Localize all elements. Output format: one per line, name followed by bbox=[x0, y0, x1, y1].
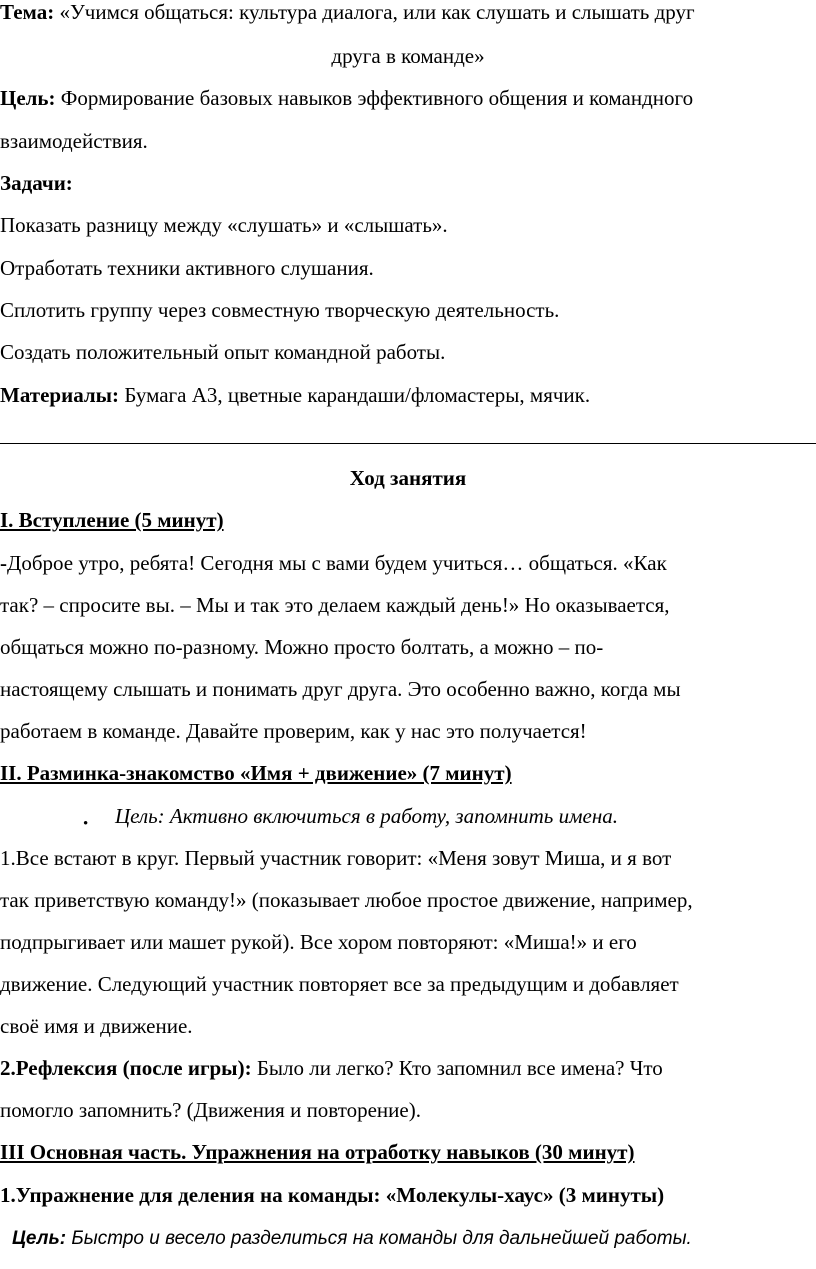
divider bbox=[0, 443, 816, 444]
intro-line-2: так? – спросите вы. – Мы и так это делаем каждый день!» Но оказывается, bbox=[0, 593, 670, 617]
goal-label: Цель: bbox=[0, 86, 56, 110]
bullet-icon: • bbox=[83, 816, 89, 832]
task-item: Сплотить группу через совместную творческую деятельность. bbox=[0, 298, 560, 322]
warmup-line-2: так приветствую команду!» (показывает любое простое движение, например, bbox=[0, 888, 693, 912]
intro-line-4: настоящему слышать и понимать друг друга. Это особенно важно, когда мы bbox=[0, 677, 681, 701]
intro-dash: - bbox=[0, 551, 7, 575]
warmup-line-4: движение. Следующий участник повторяет все за предыдущим и добавляет bbox=[0, 972, 679, 996]
topic-label: Тема: bbox=[0, 0, 55, 24]
intro-text: Доброе утро, ребята! Сегодня мы с вами будем учиться… общаться. «Как bbox=[7, 551, 667, 575]
lesson-title: Ход занятия bbox=[349, 466, 467, 490]
intro-line-3: общаться можно по-разному. Можно просто болтать, а можно – по- bbox=[0, 635, 604, 659]
warmup-heading: II. Разминка-знакомство «Имя + движение» (7 минут) bbox=[0, 761, 512, 785]
warmup-line-3: подпрыгивает или машет рукой). Все хором повторяют: «Миша!» и его bbox=[0, 930, 637, 954]
intro-line-5: работаем в команде. Давайте проверим, как у нас это получается! bbox=[0, 719, 587, 743]
topic-line-2: друга в команде» bbox=[331, 44, 485, 68]
exercise1-goal bbox=[12, 1228, 692, 1250]
tasks-label: Задачи: bbox=[0, 171, 73, 195]
reflection-text: Было ли легко? Кто запомнил все имена? Что bbox=[251, 1056, 663, 1080]
task-item: Создать положительный опыт командной работы. bbox=[0, 340, 446, 364]
goal-line-2: взаимодействия. bbox=[0, 129, 148, 153]
exercise1-heading: 1.Упражнение для деления на команды: «Молекулы-хаус» (3 минуты) bbox=[0, 1183, 665, 1207]
reflection-line-2: помогло запомнить? (Движения и повторение). bbox=[0, 1098, 421, 1122]
intro-heading: I. Вступление (5 минут) bbox=[0, 508, 224, 532]
materials-text: Бумага А3, цветные карандаши/фломастеры, мячик. bbox=[119, 383, 591, 407]
intro-line-1 bbox=[0, 551, 667, 575]
warmup-line-1: 1.Все встают в круг. Первый участник говорит: «Меня зовут Миша, и я вот bbox=[0, 846, 672, 870]
topic-text: «Учимся общаться: культура диалога, или как слушать и слышать друг bbox=[54, 0, 695, 24]
reflection-line-1 bbox=[0, 1056, 663, 1080]
goal-line-1 bbox=[0, 86, 693, 110]
goal-text: Формирование базовых навыков эффективного общения и командного bbox=[55, 86, 694, 110]
exercise1-goal-label: Цель: bbox=[12, 1228, 67, 1249]
materials-line bbox=[0, 383, 590, 407]
warmup-line-5: своё имя и движение. bbox=[0, 1014, 193, 1038]
task-item: Показать разницу между «слушать» и «слышать». bbox=[0, 213, 448, 237]
task-item: Отработать техники активного слушания. bbox=[0, 256, 374, 280]
materials-label: Материалы: bbox=[0, 383, 120, 407]
warmup-goal: Цель: Активно включиться в работу, запомнить имена. bbox=[115, 804, 619, 828]
exercise1-goal-text: Быстро и весело разделиться на команды для дальнейшей работы. bbox=[66, 1228, 692, 1249]
main-heading: III Основная часть. Упражнения на отработку навыков (30 минут) bbox=[0, 1140, 635, 1164]
reflection-label: 2.Рефлексия (после игры): bbox=[0, 1056, 252, 1080]
topic-line-1 bbox=[0, 0, 695, 24]
